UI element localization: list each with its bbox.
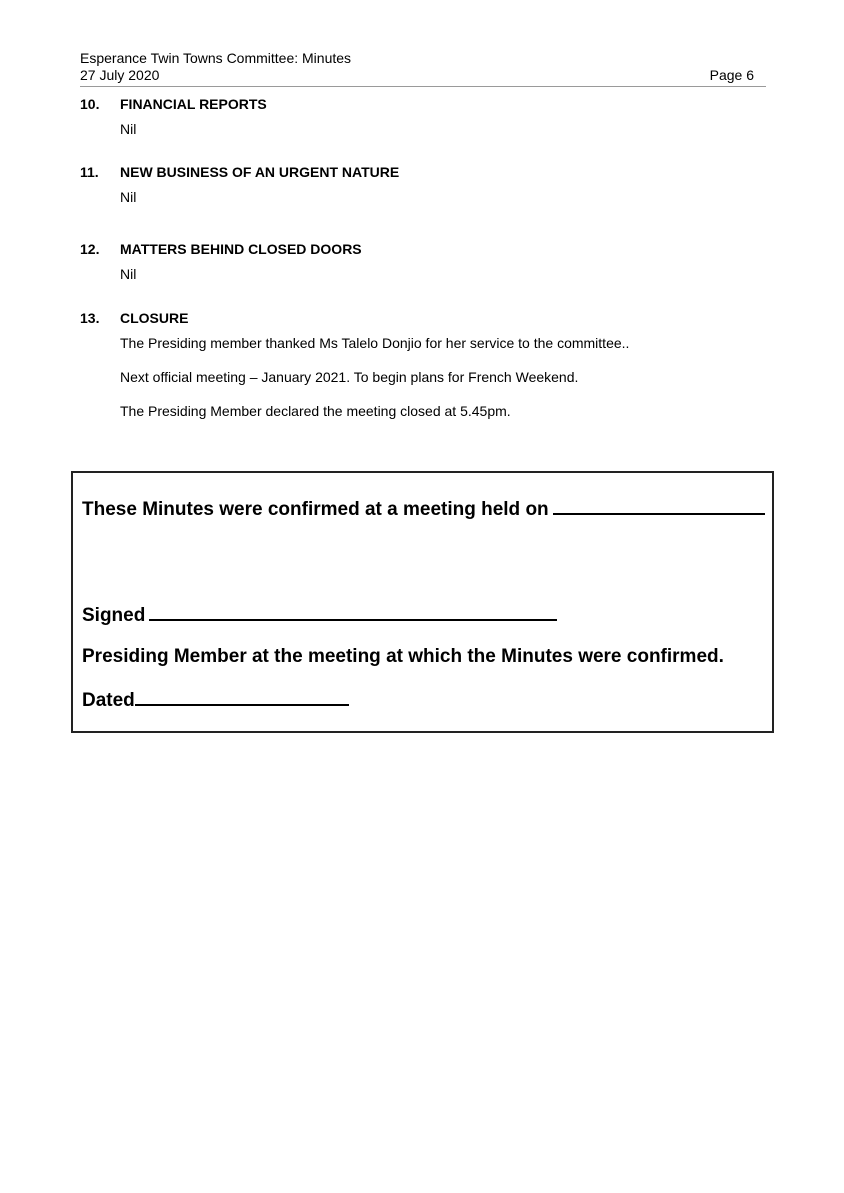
section-closure xyxy=(80,310,770,420)
signed-row xyxy=(82,603,557,627)
section-paragraph: Nil xyxy=(120,189,137,205)
signature-blank[interactable] xyxy=(149,603,557,621)
section-heading: NEW BUSINESS OF AN URGENT NATURE xyxy=(120,164,400,180)
section-paragraph: Next official meeting – January 2021. To begin plans for French Weekend. xyxy=(120,369,579,385)
dated-row xyxy=(82,688,349,712)
section-heading: MATTERS BEHIND CLOSED DOORS xyxy=(120,241,362,257)
section-number: 10. xyxy=(80,96,100,112)
confirmed-row xyxy=(82,497,765,521)
section-paragraph: Nil xyxy=(120,121,137,137)
confirmed-label: These Minutes were confirmed at a meeting held on xyxy=(82,499,549,520)
presiding-member-text: Presiding Member at the meeting at which the Minutes were confirmed. xyxy=(82,646,724,667)
section-closed-doors xyxy=(80,241,770,283)
section-financial-reports xyxy=(80,96,770,138)
section-heading: FINANCIAL REPORTS xyxy=(120,96,267,112)
section-heading: CLOSURE xyxy=(120,310,189,326)
section-paragraph: The Presiding member thanked Ms Talelo Donjio for her service to the committee.. xyxy=(120,335,630,351)
section-paragraph: Nil xyxy=(120,266,137,282)
section-paragraph: The Presiding Member declared the meeting closed at 5.45pm. xyxy=(120,403,511,419)
date-blank[interactable] xyxy=(135,688,349,706)
section-number: 13. xyxy=(80,310,100,326)
section-number: 11. xyxy=(80,164,99,180)
page-number: Page 6 xyxy=(709,67,754,83)
confirmation-box xyxy=(71,471,774,733)
document-title: Esperance Twin Towns Committee: Minutes xyxy=(80,50,352,66)
page-header xyxy=(80,50,766,87)
meeting-date: 27 July 2020 xyxy=(80,67,160,83)
meeting-date-blank[interactable] xyxy=(553,497,765,515)
section-new-business xyxy=(80,164,770,206)
section-number: 12. xyxy=(80,241,100,257)
dated-label: Dated xyxy=(82,690,135,711)
signed-label: Signed xyxy=(82,605,146,626)
